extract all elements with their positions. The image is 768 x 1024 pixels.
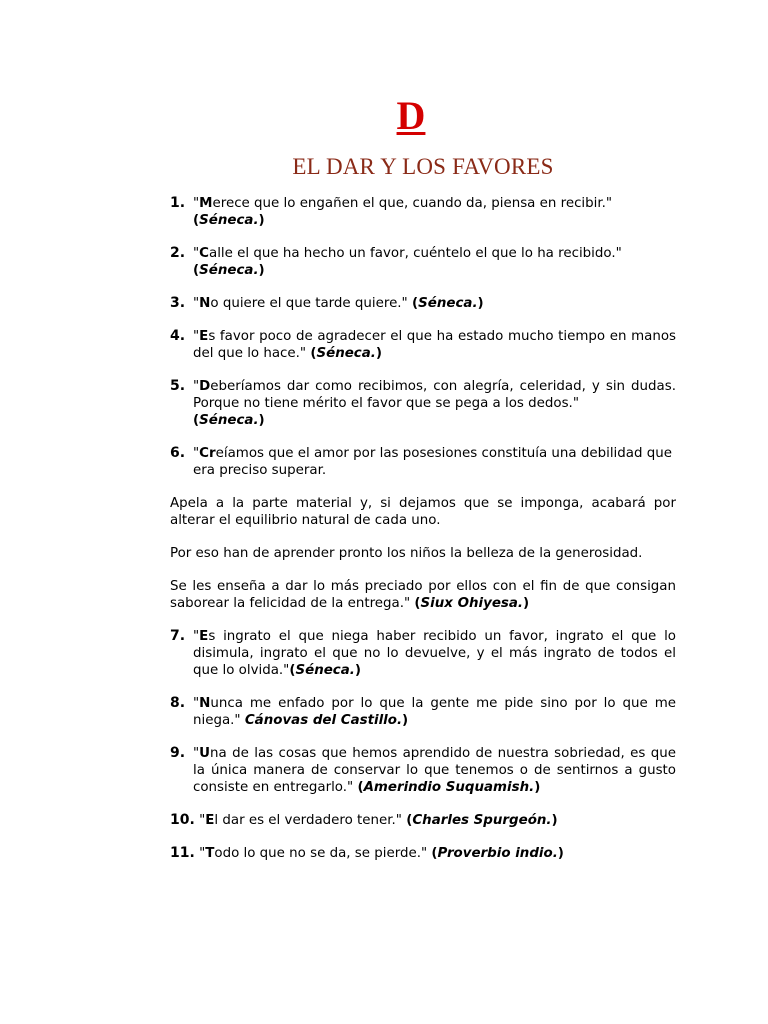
quote-number: 5. bbox=[170, 378, 186, 394]
quote-number: 8. bbox=[170, 695, 186, 711]
quote-text: "Merece que lo engañen el que, cuando da, piensa en recibir." (Séneca.) bbox=[193, 196, 613, 228]
quote-item bbox=[170, 245, 676, 279]
quote-source: Séneca. bbox=[316, 346, 376, 361]
quote-text: "Creíamos que el amor por las posesiones constituía una debilidad que era preciso superar. bbox=[193, 446, 672, 478]
quote-number: 4. bbox=[170, 328, 186, 344]
quote-source: Charles Spurgeón. bbox=[412, 813, 552, 828]
paragraph: Por eso han de aprender pronto los niños la belleza de la generosidad. bbox=[170, 546, 643, 561]
quote-source: Proverbio indio. bbox=[437, 846, 558, 861]
quote-source: Amerindio Suquamish. bbox=[363, 780, 535, 795]
section-letter: D bbox=[396, 93, 426, 138]
quote-item bbox=[170, 845, 676, 862]
quote-item bbox=[170, 445, 676, 479]
quote-text: "Calle el que ha hecho un favor, cuéntelo el que lo ha recibido." (Séneca.) bbox=[193, 246, 622, 278]
paragraph-source: Siux Ohiyesa. bbox=[420, 596, 524, 611]
quote-source: Séneca. bbox=[199, 213, 259, 228]
quote-item bbox=[170, 628, 676, 679]
quote-item bbox=[170, 745, 676, 796]
quote-number: 6. bbox=[170, 445, 186, 461]
quote-list bbox=[170, 195, 676, 862]
quote-number: 2. bbox=[170, 245, 186, 261]
quote-text: 10. "El dar es el verdadero tener." (Charles Spurgeón.) bbox=[170, 812, 558, 828]
quote-source: Séneca. bbox=[418, 296, 478, 311]
quote-item bbox=[170, 812, 676, 829]
quote-item bbox=[170, 195, 676, 229]
quote-text: 11. "Todo lo que no se da, se pierde." (Proverbio indio.) bbox=[170, 845, 564, 861]
quote-item bbox=[170, 328, 676, 362]
quote-source: Séneca. bbox=[295, 663, 355, 678]
paragraph: Se les enseña a dar lo más preciado por ellos con el fin de que consigan saborear la felicidad de la entrega." (Siux Ohiyesa.) bbox=[170, 579, 676, 611]
quote-number: 9. bbox=[170, 745, 186, 761]
quote-text: "Es ingrato el que niega haber recibido un favor, ingrato el que lo disimula, ingrato el que no lo devuelve, y el más ingrato de todos el que lo olvida."(Séneca.) bbox=[193, 629, 676, 678]
quote-text: "Una de las cosas que hemos aprendido de nuestra sobriedad, es que la única manera de conservar lo que tenemos o de sentirnos a gusto consiste en entregarlo." (Amerindio Suquamish.) bbox=[193, 746, 676, 795]
quote-number: 7. bbox=[170, 628, 186, 644]
quote-source: Séneca. bbox=[199, 413, 259, 428]
quote-text: "Es favor poco de agradecer el que ha estado mucho tiempo en manos del que lo hace." (Séneca.) bbox=[193, 329, 676, 361]
quote-number: 1. bbox=[170, 195, 186, 211]
quote-text: "No quiere el que tarde quiere." (Séneca.) bbox=[193, 296, 484, 311]
quote-number: 10. bbox=[170, 812, 195, 828]
quote-item bbox=[170, 695, 676, 729]
quote-item bbox=[170, 378, 676, 429]
quote-source: Cánovas del Castillo. bbox=[244, 713, 403, 728]
quote-text: "Deberíamos dar como recibimos, con alegría, celeridad, y sin dudas. Porque no tiene mérito el favor que se pega a los dedos." (Séneca.) bbox=[193, 379, 676, 428]
quote-text: "Nunca me enfado por lo que la gente me pide sino por lo que me niega." Cánovas del Castillo.) bbox=[193, 696, 676, 728]
quote-source: Séneca. bbox=[199, 263, 259, 278]
quote-number: 11. bbox=[170, 845, 195, 861]
quote-item bbox=[170, 295, 676, 312]
page-title: EL DAR Y LOS FAVORES bbox=[292, 154, 554, 179]
paragraph: Apela a la parte material y, si dejamos que se imponga, acabará por alterar el equilibrio natural de cada uno. bbox=[170, 496, 676, 528]
quote-number: 3. bbox=[170, 295, 186, 311]
